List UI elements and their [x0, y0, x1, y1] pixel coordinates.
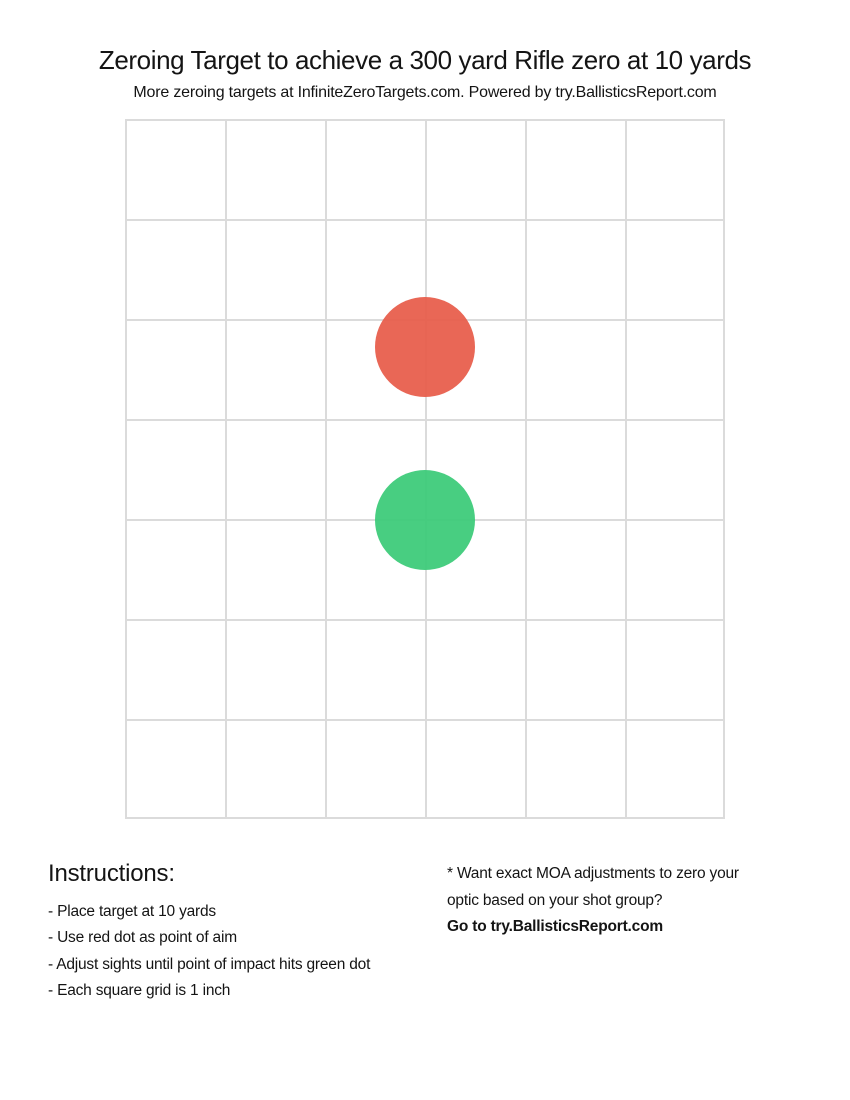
instruction-item-grid-size: - Each square grid is 1 inch [48, 982, 231, 1000]
page-subtitle: More zeroing targets at InfiniteZeroTargets.com. Powered by try.BallisticsReport.com [133, 84, 717, 101]
green-impact-dot [375, 470, 475, 570]
instructions-heading: Instructions: [48, 860, 175, 887]
moa-note-line-1: * Want exact MOA adjustments to zero your [447, 865, 739, 882]
ballistics-report-cta: Go to try.BallisticsReport.com [447, 918, 663, 935]
instruction-item-aim: - Use red dot as point of aim [48, 929, 237, 947]
zeroing-target-grid [125, 119, 725, 819]
instructions-section [48, 860, 370, 1005]
moa-note-section [447, 861, 739, 941]
instruction-item-adjust: - Adjust sights until point of impact hits green dot [48, 955, 371, 973]
red-aim-dot [375, 297, 475, 397]
page-title: Zeroing Target to achieve a 300 yard Rifle zero at 10 yards [98, 45, 752, 75]
instructions-list [48, 899, 370, 1005]
moa-note-line-2: optic based on your shot group? [447, 891, 663, 909]
instruction-item-distance: - Place target at 10 yards [48, 902, 216, 920]
